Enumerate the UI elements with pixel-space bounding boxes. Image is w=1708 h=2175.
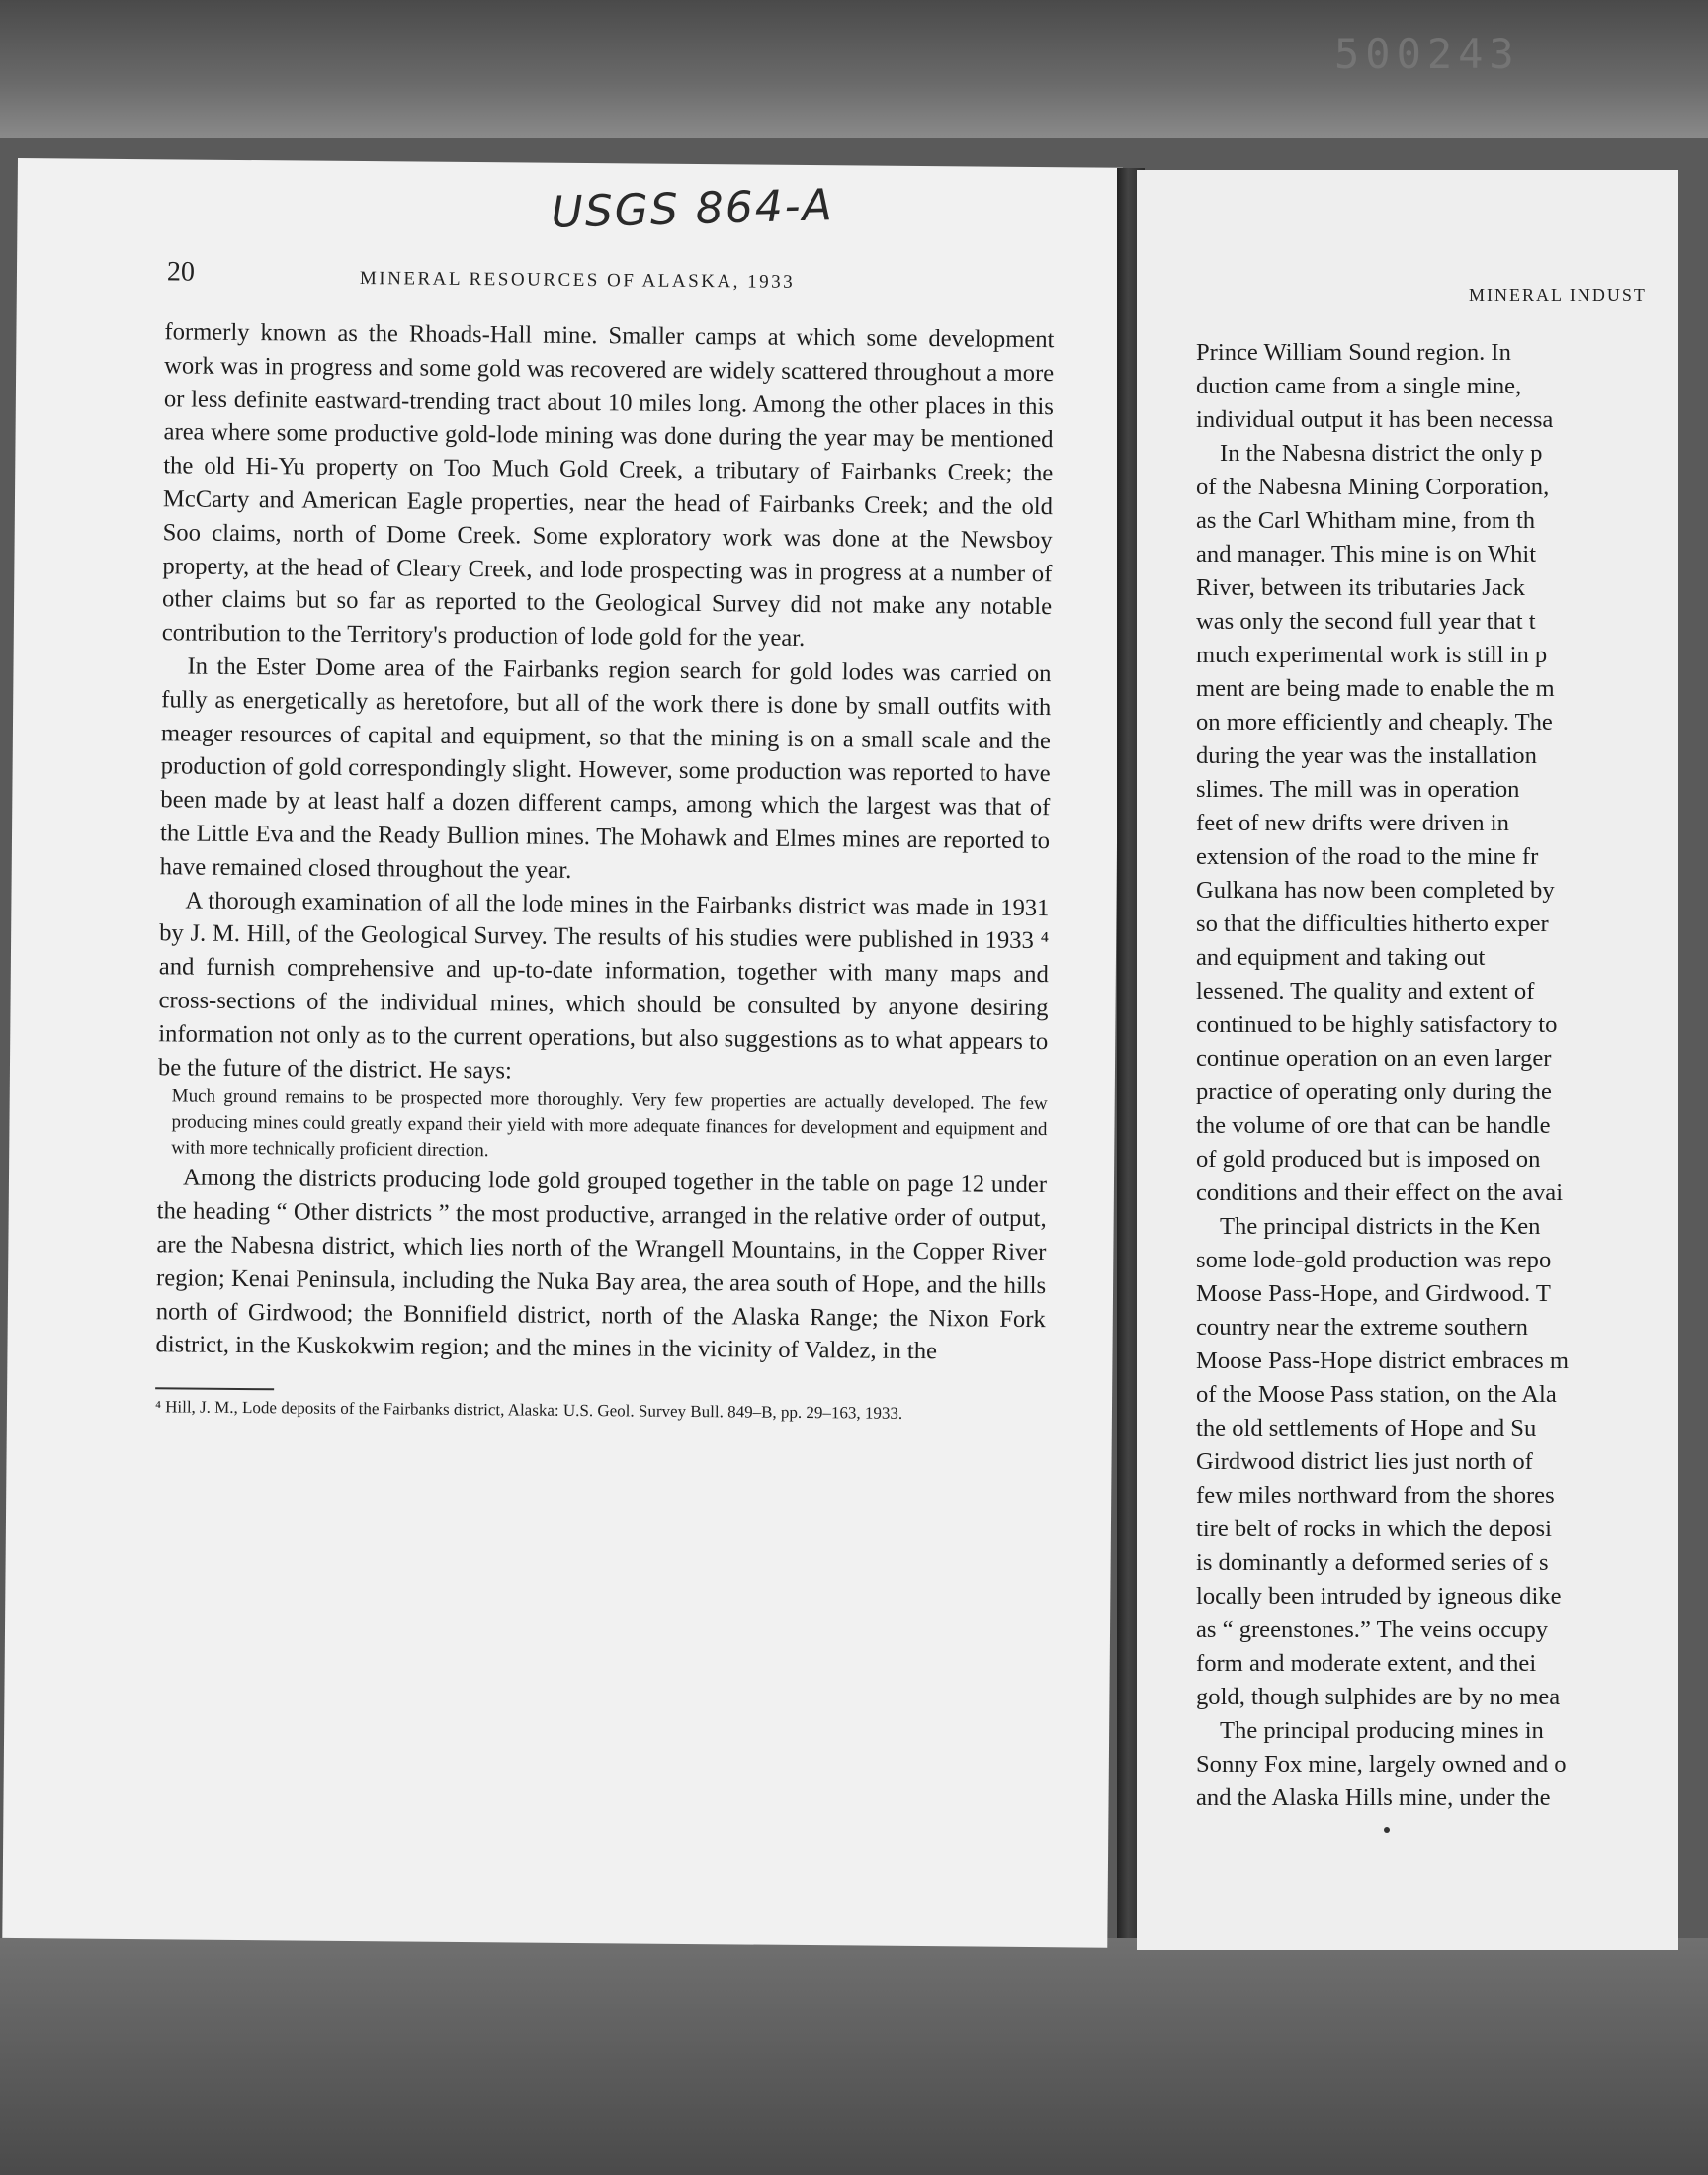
text-line: duction came from a single mine, xyxy=(1196,373,1522,399)
text-line: was only the second full year that t xyxy=(1196,608,1536,635)
text-line: feet of new drifts were driven in xyxy=(1196,810,1509,836)
left-column-text xyxy=(155,315,1055,1426)
footnote-rule xyxy=(155,1387,274,1390)
text-line: country near the extreme southern xyxy=(1196,1314,1528,1341)
text-line: as “ greenstones.” The veins occupy xyxy=(1196,1616,1549,1643)
text-line: gold, though sulphides are by no mea xyxy=(1196,1684,1561,1710)
text-line: on more efficiently and cheaply. The xyxy=(1196,709,1553,736)
text-line: the volume of ore that can be handle xyxy=(1196,1112,1551,1139)
text-line: Girdwood district lies just north of xyxy=(1196,1448,1533,1475)
text-line: and the Alaska Hills mine, under the xyxy=(1196,1784,1551,1811)
text-line: individual output it has been necessa xyxy=(1196,406,1554,433)
text-line: Gulkana has now been completed by xyxy=(1196,877,1555,904)
text-line: much experimental work is still in p xyxy=(1196,642,1548,668)
text-line: continued to be highly satisfactory to xyxy=(1196,1011,1558,1038)
paragraph: A thorough examination of all the lode mines in the Fairbanks district was made in 1931 by J. M. Hill, of the Geological Survey. The results of his studies were published in 1933 ⁴ and furnish comprehensive and up-to-date information, together with many maps and cross-sections of the individual mines, which should be consulted by anyone desiring information not only as to the current operations, but also suggestions as to what appears to be the future of the district. He says: xyxy=(157,887,1050,1084)
text-line: Prince William Sound region. In xyxy=(1196,339,1511,366)
text-line: locally been intruded by igneous dike xyxy=(1196,1583,1562,1610)
text-line: The principal districts in the Ken xyxy=(1220,1213,1541,1240)
text-line: of gold produced but is imposed on xyxy=(1196,1146,1541,1173)
scan-bottom-band xyxy=(0,1938,1708,2175)
text-line: lessened. The quality and extent of xyxy=(1196,978,1535,1004)
handwritten-note: USGS 864-A xyxy=(550,180,835,238)
text-line: extension of the road to the mine fr xyxy=(1196,843,1539,870)
text-line: the old settlements of Hope and Su xyxy=(1196,1415,1537,1441)
text-line: as the Carl Whitham mine, from th xyxy=(1196,507,1536,534)
footnote: ⁴ Hill, J. M., Lode deposits of the Fairbanks district, Alaska: U.S. Geol. Survey Bull. 849–B, pp. 29–163, 1933. xyxy=(154,1397,903,1423)
left-page xyxy=(2,158,1123,1948)
text-line: is dominantly a deformed series of s xyxy=(1196,1549,1549,1576)
running-head-right: MINERAL INDUST xyxy=(1469,285,1647,304)
text-line: some lode-gold production was repo xyxy=(1196,1247,1552,1273)
text-line: Moose Pass-Hope district embraces m xyxy=(1196,1348,1570,1374)
text-line: and equipment and taking out xyxy=(1196,944,1486,971)
right-page xyxy=(1137,170,1678,1950)
text-line: River, between its tributaries Jack xyxy=(1196,574,1525,601)
text-line: ment are being made to enable the m xyxy=(1196,675,1555,702)
block-quote: Much ground remains to be prospected more thoroughly. Very few properties are actually developed. The few producing mines could greatly expand their yield with more adequate finances for development and equipment and with more technically proficient direction. xyxy=(171,1086,1048,1162)
text-line: In the Nabesna district the only p xyxy=(1220,440,1543,467)
text-line: during the year was the installation xyxy=(1196,742,1537,769)
text-line: The principal producing mines in xyxy=(1220,1717,1544,1744)
right-column-text xyxy=(1196,336,1678,1815)
text-line: tire belt of rocks in which the deposi xyxy=(1196,1516,1552,1542)
text-line: conditions and their effect on the avai xyxy=(1196,1179,1564,1206)
text-line: few miles northward from the shores xyxy=(1196,1482,1555,1509)
text-line: slimes. The mill was in operation xyxy=(1196,776,1520,803)
text-line: continue operation on an even larger xyxy=(1196,1045,1552,1072)
text-line: of the Nabesna Mining Corporation, xyxy=(1196,474,1550,500)
paragraph: Among the districts producing lode gold grouped together in the table on page 12 under the heading “ Other districts ” the most productive, arranged in the relative order of output, are the Nabesna district, which lies north of the Wrangell Mountains, in the Copper River region; Kenai Peninsula, including the Nuka Bay area, the area south of Hope, and the hills north of Girdwood; the Bonnifield district, north of the Alaska Range; the Nixon Fork district, in the Kuskokwim region; and the mines in the vicinity of Valdez, in the xyxy=(155,1164,1048,1365)
page-speck xyxy=(1384,1827,1390,1833)
running-head: MINERAL RESOURCES OF ALASKA, 1933 xyxy=(359,268,796,293)
page-number: 20 xyxy=(166,256,196,288)
paragraph: In the Ester Dome area of the Fairbanks region search for gold lodes was carried on fully as energetically as heretofore, but all of the work there is done by small outfits with meager resources of capital and equipment, so that the mining is on a small scale and the production of gold correspondingly slight. However, some production was reported to have been made by at least half a dozen different camps, among which the largest was that of the Little Eva and the Ready Bullion mines. The Mohawk and Elmes mines are reported to have remained closed throughout the year. xyxy=(159,652,1052,884)
text-line: so that the difficulties hitherto exper xyxy=(1196,911,1549,937)
text-line: Moose Pass-Hope, and Girdwood. T xyxy=(1196,1280,1551,1307)
text-line: practice of operating only during the xyxy=(1196,1079,1552,1105)
text-line: and manager. This mine is on Whit xyxy=(1196,541,1537,567)
text-line: form and moderate extent, and thei xyxy=(1196,1650,1537,1677)
text-line: of the Moose Pass station, on the Ala xyxy=(1196,1381,1557,1408)
paragraph: formerly known as the Rhoads-Hall mine. Smaller camps at which some development work was in progress and some gold was recovered are widely scattered throughout a more or less definite eastward-trending tract about 10 miles long. Among the other places in this area where some productive gold-lode mining was done during the year may be mentioned the old Hi-Yu property on Too Much Gold Creek, a tributary of Fairbanks Creek; the McCarty and American Eagle properties, near the head of Fairbanks Creek; and the old Soo claims, north of Dome Creek. Some exploratory work was done at the Newsboy property, at the head of Cleary Creek, and lode prospecting was in progress at a number of other claims but so far as reported to the Geological Survey did not make any notable contribution to the Territory's production of lode gold for the year. xyxy=(161,318,1055,652)
archive-stamp: 500243 xyxy=(1334,30,1520,78)
text-line: Sonny Fox mine, largely owned and o xyxy=(1196,1751,1567,1778)
